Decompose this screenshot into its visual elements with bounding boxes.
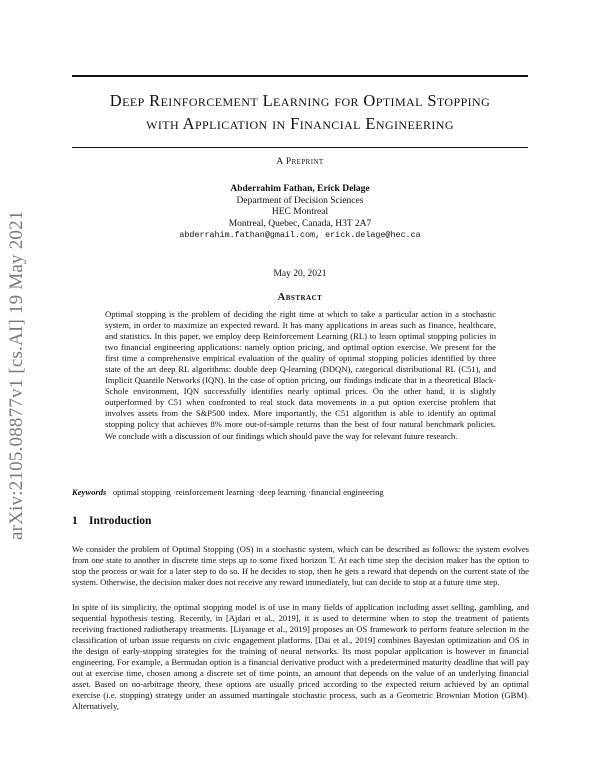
title-rule-top: [72, 75, 528, 77]
paper-title-line-2: with Application in Financial Engineering: [146, 114, 454, 133]
author-block: [72, 184, 528, 242]
section-heading-introduction: [72, 515, 528, 527]
abstract-heading: Abstract: [277, 292, 323, 303]
abstract-body: Optimal stopping is the problem of deciding the right time at which to take a particular action in a stochastic system, in order to maximize an expected reward. It has many applications in areas such as finance, healthcare, and statistics. In this paper, we employ deep Reinforcement Learning (RL) to learn optimal stopping policies in two financial engineering applications: namely option pricing, and optimal option exercise. We present for the first time a comprehensive empirical evaluation of the quality of optimal stopping policies identified by three state of the art deep RL algorithms: double deep Q-learning (DDQN), categorical distributional RL (C51), and Implicit Quantile Networks (IQN). In the case of option pricing, our findings indicate that in a theoretical Black-Schole environment, IQN successfully identifies nearly optimal prices. On the other hand, it is slightly outperformed by C51 when confronted to real stock data movements in a put option exercise problem that involves assets from the S&P500 index. More importantly, the C51 algorithm is able to identify an optimal stopping policy that achieves 8% more out-of-sample returns than the best of four natural benchmark policies. We conclude with a discussion of our findings which should pave the way for relevant future research.: [105, 309, 496, 441]
author-address: Montreal, Quebec, Canada, H3T 2A7: [228, 218, 372, 229]
title-rule-bottom: [72, 147, 528, 148]
keyword-item: · reinforcement learning: [171, 487, 255, 497]
body-paragraph: We consider the problem of Optimal Stopping (OS) in a stochastic system, which can be described as follows: the system evolves from one state to another in discrete time steps up to some fixed horizon T. At each time step the decision maker has the option to stop the process or wait for a later step to do so. If he decides to stop, then he gets a reward that depends on the current state of the system. Otherwise, the decision maker does not receive any reward immediately, but can decide to stop at a future time step.: [72, 544, 529, 588]
preprint-label: A Preprint: [276, 157, 324, 167]
keyword-item: optimal stopping: [112, 487, 171, 497]
keywords-line: [72, 487, 528, 497]
author-institution: HEC Montreal: [271, 207, 329, 218]
section-title: Introduction: [89, 515, 152, 527]
arxiv-identifier-stamp: arXiv:2105.08877v1 [cs.AI] 19 May 2021: [6, 210, 27, 540]
section-number: 1: [72, 515, 78, 527]
author-department: Department of Decision Sciences: [236, 195, 364, 206]
keyword-item: · financial engineering: [306, 487, 384, 497]
author-emails: abderrahim.fathan@gmail.com, erick.delage@hec.ca: [179, 230, 421, 241]
keyword-item: · deep learning: [254, 487, 306, 497]
body-paragraph: In spite of its simplicity, the optimal stopping model is of use in many fields of application including asset selling, gambling, and sequential hypothesis testing. Recently, in [Ajdari et al., 2019], it is used to determine when to stop the treatment of patients receiving fractioned radiotherapy treatments. [Liyanage et al., 2019] proposes an OS framework to perform feature selection in the classification of urban issue requests on civic engagement platforms. [Dai et al., 2019] combines Bayesian optimization and OS in the design of early-stopping strategies for the training of neural networks. Its most popular application is however in financial engineering. For example, a Bermudan option is a financial derivative product with a predetermined maturity deadline that will pay out at exercise time, chosen among a discrete set of time points, an amount that depends on the value of an underlying financial asset. Based on no-arbitrage theory, these options are usually priced according to the expected return achieved by an optimal exercise (i.e. stopping) strategy under an assumed martingale stochastic process, such as a Geometric Brownian Motion (GBM). Alternatively,: [72, 602, 529, 712]
keywords-list: [113, 487, 384, 497]
paper-title: [72, 89, 528, 135]
paper-title-line-1: Deep Reinforcement Learning for Optimal Stopping: [109, 91, 491, 110]
keywords-label: Keywords: [72, 487, 107, 497]
publication-date: May 20, 2021: [273, 269, 327, 279]
author-names: Abderrahim Fathan, Erick Delage: [230, 184, 370, 194]
